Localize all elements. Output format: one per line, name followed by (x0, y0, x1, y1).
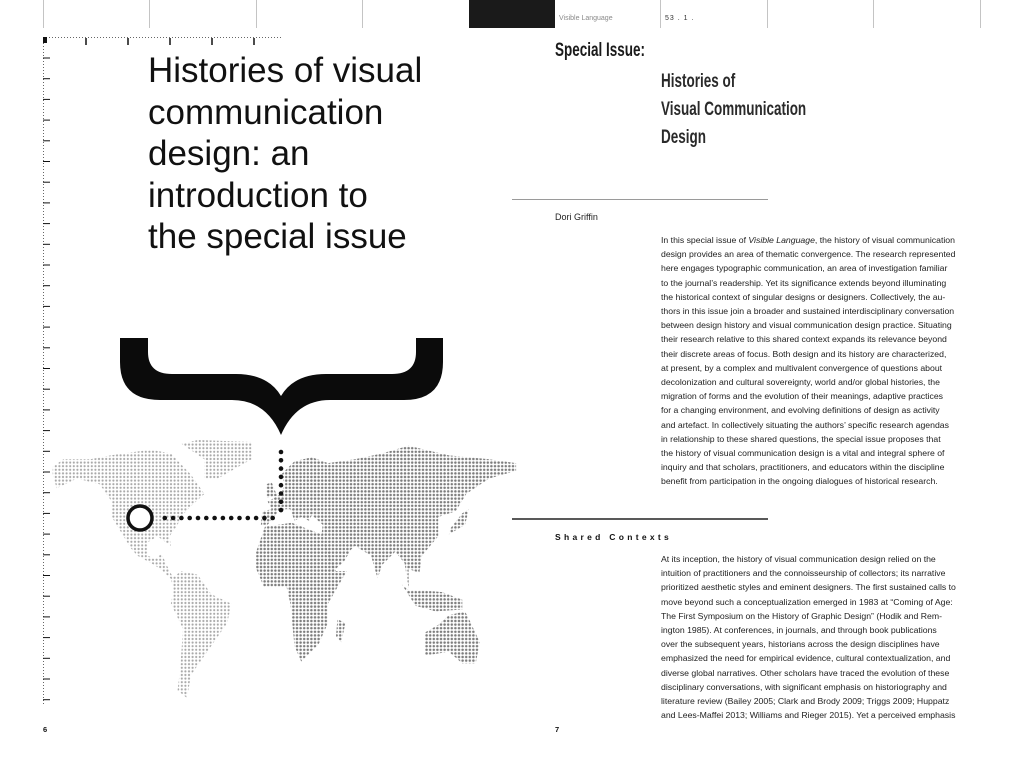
abstract-line: the historical context of singular designs or designers. Collectively, the au- (661, 291, 946, 302)
header-black-block (469, 0, 555, 28)
connector-dot (254, 516, 259, 521)
map-madagascar (336, 619, 345, 642)
title-line: design: an (148, 134, 310, 173)
body-line: intuition of practitioners and the connoisseurship of collectors; its narrative (661, 568, 946, 579)
section-paragraph (661, 552, 983, 722)
title-line: introduction to (148, 175, 368, 215)
abstract-paragraph (661, 233, 983, 489)
abstract-line: decolonization and cultural sovereignty, world and/or global histories, the (661, 377, 940, 388)
connector-dot (221, 516, 226, 521)
connector-dot (279, 450, 284, 455)
connector-dot (279, 466, 284, 471)
abstract-line: thors in this issue join a broader and sustained interdisciplinary conversation (661, 306, 955, 317)
abstract-line: and artefact. In collectively situating the authors’ specific research agendas (661, 419, 949, 430)
issue-title (661, 68, 865, 152)
connector-dot (204, 516, 209, 521)
map-greenland (182, 440, 252, 479)
connector-dot (279, 508, 284, 513)
abstract-line: to the journal’s readership. Yet its significance extends beyond illuminating (661, 277, 947, 288)
abstract-line: at present, by a complex and multivalent convergence of questions about (661, 362, 943, 373)
body-line: The First Symposium on the History of Graphic Design” (Hodik and Rem- (661, 610, 942, 621)
map-asia (312, 446, 516, 589)
body-line: disciplinary conversations, with significant emphasis on historiography and (661, 681, 947, 692)
section-heading: Shared Contexts (555, 532, 673, 542)
connector-dot (279, 475, 284, 480)
world-map-graphic (53, 440, 516, 698)
map-british-isles (266, 482, 277, 497)
title-line: the special issue (148, 217, 407, 256)
connector-dot (171, 516, 176, 521)
abstract-line: here engages typographic communication, an area of investigation familiar (661, 263, 948, 274)
map-australia (425, 611, 480, 663)
map-indonesia (402, 585, 462, 612)
abstract-line: in relationship to these shared questions, the special issue proposes that (661, 433, 941, 444)
body-line: ington 1985). At conferences, in journals, and through book publications (661, 625, 937, 636)
abstract-line: their discrete areas of focus. Both design and its history are characterized, (661, 348, 947, 359)
connector-dot (196, 516, 201, 521)
connector-dot (187, 516, 192, 521)
body-line: diverse global narratives. Other scholars have traced the evolution of these (661, 667, 950, 678)
special-issue-kicker (555, 40, 682, 62)
issue-title-line: Visual Communication (661, 99, 807, 120)
page-number-left: 6 (43, 725, 48, 734)
page-number-right: 7 (555, 725, 560, 734)
running-head-issue: 53 . 1 . (665, 15, 695, 22)
connector-dot (179, 516, 184, 521)
body-line: prioritized aesthetic styles and eminent designers. The first sustained calls to (661, 582, 956, 593)
connector-dot (262, 516, 267, 521)
connector-dot (279, 483, 284, 488)
author-name: Dori Griffin (555, 212, 598, 222)
journal-name-italic: Visible Language (748, 235, 815, 245)
body-line: move beyond such a conceptualization emerged in 1983 at “Coming of Age: (661, 596, 953, 607)
abstract-text: , the history of visual communication (814, 235, 955, 245)
connector-dot (279, 500, 284, 505)
kicker-text: Special Issue: (555, 40, 645, 61)
issue-title-line: Histories of (661, 71, 736, 92)
abstract-line: their research relative to this shared context expands its relevance beyond (661, 334, 947, 345)
connector-dot (246, 516, 251, 521)
connector-dot (237, 516, 242, 521)
connector-dot (212, 516, 217, 521)
title-line: communication (148, 92, 384, 132)
curly-brace-graphic (120, 338, 443, 435)
abstract-line: migration of forms and the evolution of their meanings, adaptive practices (661, 391, 944, 402)
abstract-line: between design history and visual communication design practice. Situating (661, 320, 952, 331)
abstract-text: In this special issue of (661, 235, 749, 245)
connector-dot (270, 516, 275, 521)
abstract-line (661, 233, 983, 247)
body-line: and Lees-Maffei 2013; Williams and Rieger 2015). Yet a perceived emphasis (661, 710, 956, 721)
abstract-line: benefit from participation in the ongoing dialogues of historical research. (661, 476, 938, 487)
map-japan (449, 509, 469, 534)
connector-dot (229, 516, 234, 521)
running-head-journal: Visible Language (559, 15, 613, 22)
map-south-america (171, 571, 231, 698)
connector-dot (279, 458, 284, 463)
connector-dot (163, 516, 168, 521)
abstract-line: for a changing environment, and evolving definitions of design as activity (661, 405, 940, 416)
body-line: literature review (Bailey 2005; Clark and Brody 2009; Triggs 2009; Huppatz (661, 696, 950, 707)
body-line: emphasized the need for empirical evidence, cultural contextualization, and (661, 653, 951, 664)
abstract-line: design provides an area of thematic convergence. The research represented (661, 249, 956, 260)
location-marker-circle (128, 506, 152, 530)
title-line: Histories of visual (148, 51, 423, 90)
abstract-line: inquiry and that scholars, practitioners, and educators within the discipline (661, 462, 945, 473)
body-line: At its inception, the history of visual communication design relied on the (661, 554, 936, 564)
issue-title-line: Design (661, 127, 706, 148)
body-line: over the subsequent years, historians across the design disciplines have (661, 639, 940, 650)
article-title (148, 50, 422, 258)
abstract-line: the history of visual communication design is a vital and integral sphere of (661, 448, 945, 459)
connector-dot (279, 491, 284, 496)
